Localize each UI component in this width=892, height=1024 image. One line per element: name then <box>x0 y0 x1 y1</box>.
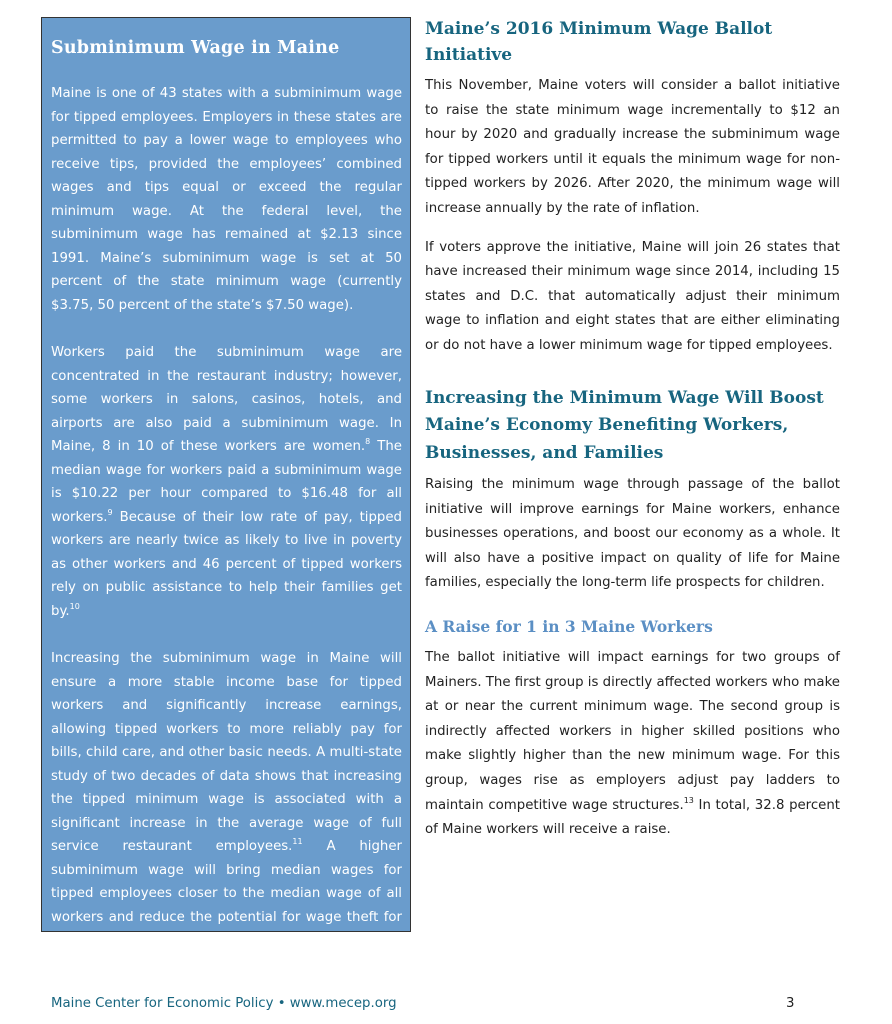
paragraph-voters-approve: If voters approve the initiative, Maine will join 26 states that have increased their minimum wage since 2014, including 15 states and D.C. that automatically adjust their minimum wage to inflation and eight states that are either eliminating or do not have a lower minimum wage for tipped employees. <box>425 239 840 353</box>
main-column <box>425 16 840 857</box>
para4-text-b: In total, 32.8 percent of Maine workers will receive a raise. <box>425 797 840 838</box>
footer-org-link[interactable]: Maine Center for Economic Policy • www.mecep.org <box>51 996 397 1011</box>
sidebar-box <box>41 17 411 948</box>
sidebar-p2b-text: The median wage for workers paid a subminimum wage is $10.22 per hour compared to $16.48 for all workers. <box>51 439 402 525</box>
footnote-ref-12[interactable]: 12 <box>159 931 173 940</box>
page-number: 3 <box>786 996 795 1011</box>
paragraph-ballot-initiative: This November, Maine voters will consider a ballot initiative to raise the state minimum wage incrementally to $12 an hour by 2020 and gradually increase the subminimum wage for tipped workers until it equals the minimum wage for non-tipped workers by 2026. After 2020, the minimum wage will increase annually by the rate of inflation. <box>425 78 840 216</box>
paragraph-two-groups <box>425 646 840 843</box>
subheading-raise-workers: A Raise for 1 in 3 Maine Workers <box>425 617 713 636</box>
sidebar-paragraph-2 <box>51 341 402 623</box>
sidebar-p2c-text: Because of their low rate of pay, tipped workers are nearly twice as likely to live in poverty as other workers and 46 percent of tipped workers rely on public assistance to help their families get by. <box>51 509 402 619</box>
footnote-ref-8[interactable]: 8 <box>365 437 371 446</box>
para4-text-a: The ballot initiative will impact earnings for two groups of Mainers. The first group is directly affected workers who make at or near the current minimum wage. The second group is indirectly affected workers in higher skilled positions who make slightly higher than the new minimum wage. For this group, wages rise as employers adjust pay ladders to maintain competitive wage structures. <box>425 650 840 813</box>
sidebar-paragraph-1 <box>51 82 402 317</box>
sidebar-paragraph-3 <box>51 647 402 953</box>
section-heading-ballot-initiative: Maine’s 2016 Minimum Wage Ballot Initiative <box>425 19 773 65</box>
sidebar-title: Subminimum Wage in Maine <box>51 38 340 58</box>
footnote-ref-9[interactable]: 9 <box>107 507 113 517</box>
sidebar-p2a-text: Workers paid the subminimum wage are concentrated in the restaurant industry; however, some workers in salons, casinos, hotels, and airports are also paid a subminimum wage. In Maine, 8 in 10 of these workers are women. <box>51 345 402 454</box>
sidebar-p3b-text: A higher subminimum wage will bring median wages for tipped employees closer to the median wage of all workers and reduce the potential for wage theft for service workers. <box>51 839 403 948</box>
footnote-ref-13[interactable]: 13 <box>683 795 694 805</box>
footnote-ref-11[interactable]: 11 <box>292 837 303 846</box>
paragraph-raising-wage: Raising the minimum wage through passage of the ballot initiative will improve earnings for Maine workers, enhance businesses operations, and boost our economy as a whole. It will also have a positive impact on quality of life for Maine families, especially the long-term life prospects for children. <box>425 477 840 591</box>
footnote-ref-10[interactable]: 10 <box>69 601 80 611</box>
sidebar-p3a-text: Increasing the subminimum wage in Maine will ensure a more stable income base for tipped workers and significantly increase earnings, allowing tipped workers to more reliably pay for bills, child care, and other basic needs. A multi-state study of two decades of data shows that increasing the tipped minimum wage is associated with a significant increase in the average wage of full service restaurant employees. <box>51 651 402 854</box>
sidebar-p1-text: Maine is one of 43 states with a subminimum wage for tipped employees. Employers in these states are permitted to pay a lower wage to employees who receive tips, provided the employees’ combined wages and tips equal or exceed the regular minimum wage. At the federal level, the subminimum wage has remained at $2.13 since 1991. Maine’s subminimum wage is set at 50 percent of the state minimum wage (currently $3.75, 50 percent of the state’s $7.50 wage). <box>51 86 402 313</box>
section-heading-economy: Increasing the Minimum Wage Will Boost Maine’s Economy Benefiting Workers, Businesses, and Families <box>425 387 824 463</box>
